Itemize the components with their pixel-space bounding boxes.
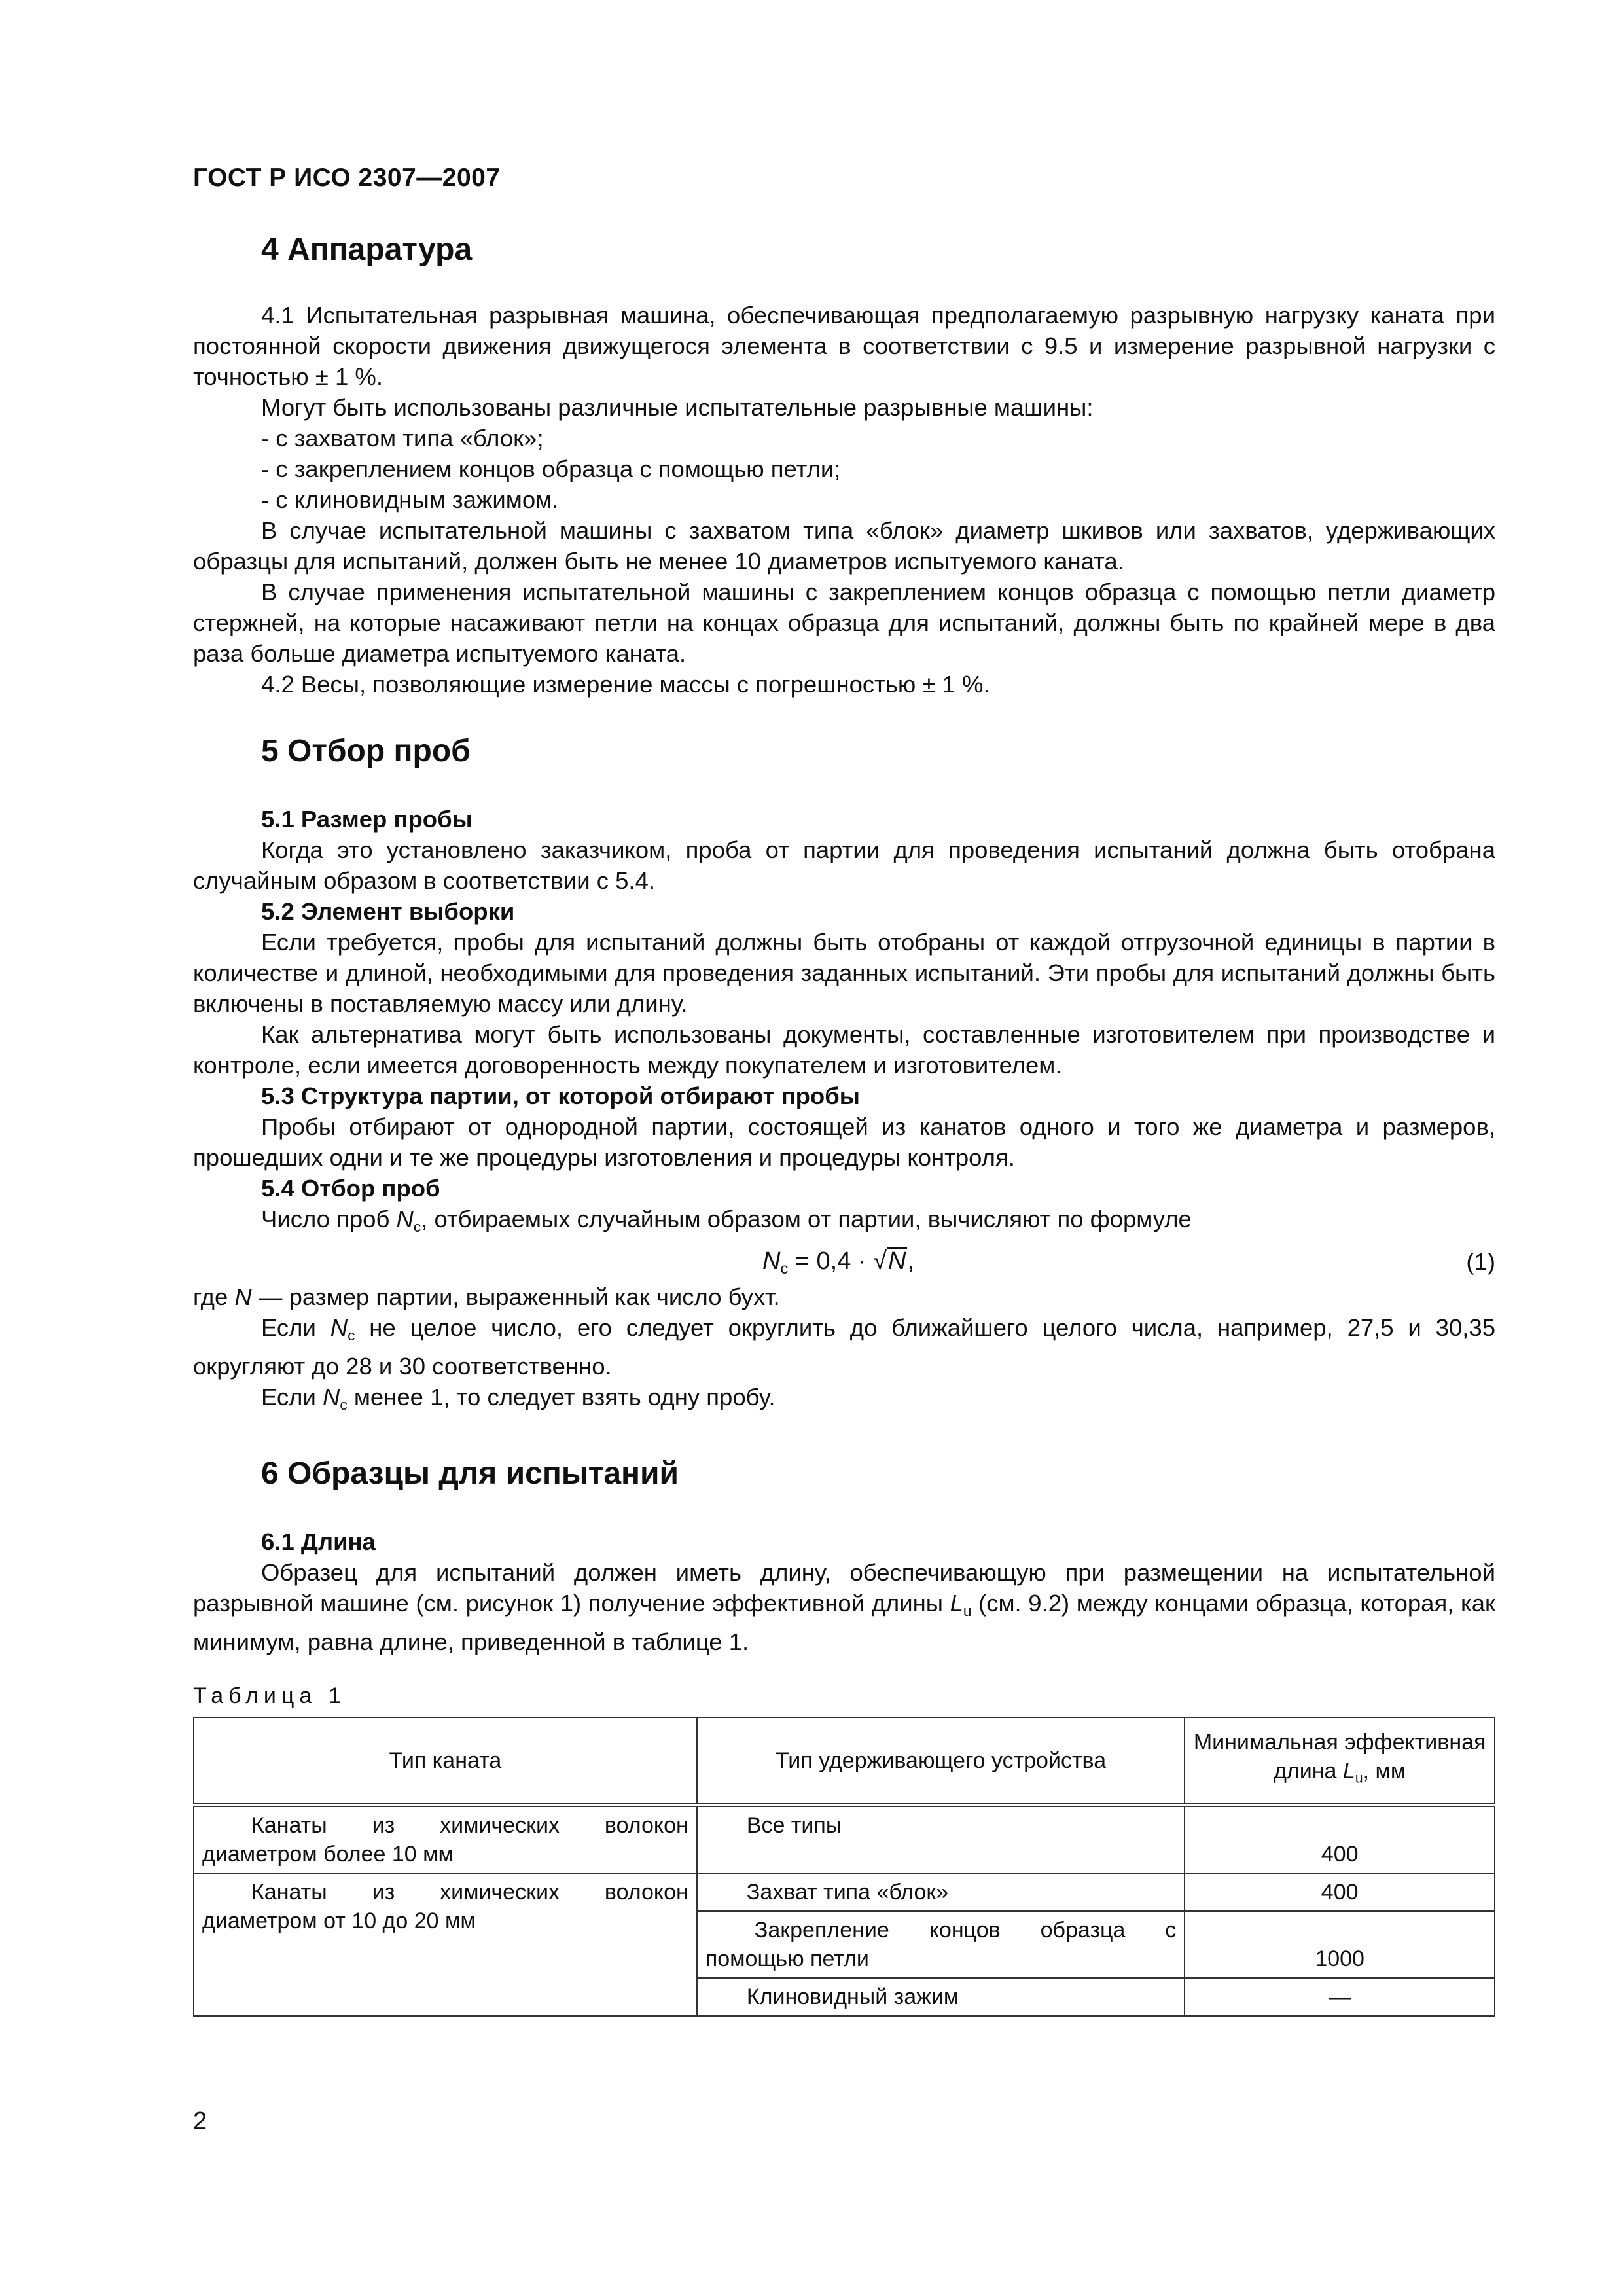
- section-title: 4 Аппаратура: [261, 232, 473, 267]
- subsection-title: 5.1 Размер пробы: [261, 806, 473, 833]
- list-item: - с закреплением концов образца с помощью петли;: [261, 456, 841, 482]
- table-1: [193, 1717, 1495, 2017]
- section-5: [193, 732, 1495, 771]
- list-item: - с захватом типа «блок»;: [261, 425, 544, 452]
- table-cell: Закрепление концов образца с помощью петли: [697, 1911, 1185, 1978]
- subsection-title: 5.4 Отбор проб: [261, 1175, 440, 1202]
- formula-number: (1): [1466, 1247, 1495, 1275]
- table-row: [194, 1805, 1495, 1873]
- table-cell: 1000: [1185, 1911, 1495, 1978]
- paragraph: 4.1 Испытательная разрывная машина, обеспечивающая предполагаемую разрывную нагрузку каната при постоянной скорости движения движущегося элемента в соответствии с 9.5 и измерение разрывной нагрузки с точностью ± 1 %.: [193, 302, 1495, 390]
- paragraph: Число проб Nc, отбираемых случайным образом от партии, вычисляют по формуле: [261, 1206, 1192, 1235]
- subsection-title: 5.3 Структура партии, от которой отбирают пробы: [261, 1083, 860, 1109]
- table-row: [194, 1873, 1495, 1911]
- table-cell: —: [1185, 1978, 1495, 2016]
- formula-expression: Nc = 0,4 · √N,: [762, 1247, 915, 1277]
- subsection-title: 5.2 Элемент выборки: [261, 898, 515, 925]
- table-cell: Все типы: [697, 1805, 1185, 1873]
- table-cell: 400: [1185, 1873, 1495, 1911]
- formula: [193, 1242, 1495, 1282]
- paragraph: Могут быть использованы различные испытательные разрывные машины:: [261, 394, 1094, 421]
- table-cell: 400: [1185, 1805, 1495, 1873]
- section-4: [193, 230, 1495, 270]
- table-caption: Таблица 1: [193, 1683, 346, 1708]
- section-6-body: [193, 1526, 1495, 1657]
- section-5-body: [193, 804, 1495, 1420]
- table-cell: Захват типа «блок»: [697, 1873, 1185, 1911]
- section-6: [193, 1454, 1495, 1494]
- paragraph: В случае применения испытательной машины с закреплением концов образца с помощью петли диаметр стержней, на которые насаживают петли на концах образца для испытаний, должны быть по крайней мере в два раза больше диаметра испытуемого каната.: [193, 579, 1495, 667]
- table-cell: Канаты из химических волокон диаметром от 10 до 20 мм: [194, 1873, 697, 2016]
- subsection-title: 6.1 Длина: [261, 1528, 376, 1555]
- column-header: Тип удерживающего устройства: [697, 1717, 1185, 1805]
- standard-code: ГОСТ Р ИСО 2307—2007: [193, 164, 501, 192]
- page-number: 2: [193, 2108, 207, 2135]
- column-header: Тип каната: [194, 1717, 697, 1805]
- paragraph: Если требуется, пробы для испытаний должны быть отобраны от каждой отгрузочной единицы в партии в количестве и длиной, необходимыми для проведения заданных испытаний. Эти пробы для испытаний должны быть включены в поставляемую массу или длину.: [193, 929, 1495, 1017]
- paragraph: Образец для испытаний должен иметь длину, обеспечивающую при размещении на испытательной разрывной машине (см. рисунок 1) получение эффективной длины Lu (см. 9.2) между концами образца, которая, как минимум, равна длине, приведенной в таблице 1.: [193, 1559, 1495, 1655]
- paragraph: 4.2 Весы, позволяющие измерение массы с погрешностью ± 1 %.: [261, 671, 990, 698]
- paragraph: Когда это установлено заказчиком, проба от партии для проведения испытаний должна быть отобрана случайным образом в соответствии с 5.4.: [193, 836, 1495, 894]
- paragraph: где N — размер партии, выраженный как число бухт.: [193, 1283, 780, 1310]
- table-cell: Канаты из химических волокон диаметром более 10 мм: [194, 1805, 697, 1873]
- paragraph: Если Nc не целое число, его следует округлить до ближайшего целого числа, например, 27,5 и 30,35 округляют до 28 и 30 соответственно.: [193, 1314, 1495, 1380]
- list-item: - с клиновидным зажимом.: [261, 486, 559, 513]
- table-header-row: [194, 1717, 1495, 1805]
- paragraph: Как альтернатива могут быть использованы документы, составленные изготовителем при производстве и контроле, если имеется договоренность между покупателем и изготовителем.: [193, 1021, 1495, 1079]
- paragraph: Пробы отбирают от однородной партии, состоящей из канатов одного и того же диаметра и размеров, прошедших одни и те же процедуры изготовления и процедуры контроля.: [193, 1113, 1495, 1171]
- section-title: 6 Образцы для испытаний: [261, 1456, 679, 1491]
- table-cell: Клиновидный зажим: [697, 1978, 1185, 2016]
- section-title: 5 Отбор проб: [261, 734, 471, 768]
- paragraph: В случае испытательной машины с захватом типа «блок» диаметр шкивов или захватов, удерживающих образцы для испытаний, должен быть не менее 10 диаметров испытуемого каната.: [193, 517, 1495, 575]
- section-4-body: [193, 300, 1495, 700]
- column-header: Минимальная эффективная длина Lu, мм: [1185, 1717, 1495, 1805]
- paragraph: Если Nc менее 1, то следует взять одну пробу.: [261, 1383, 776, 1413]
